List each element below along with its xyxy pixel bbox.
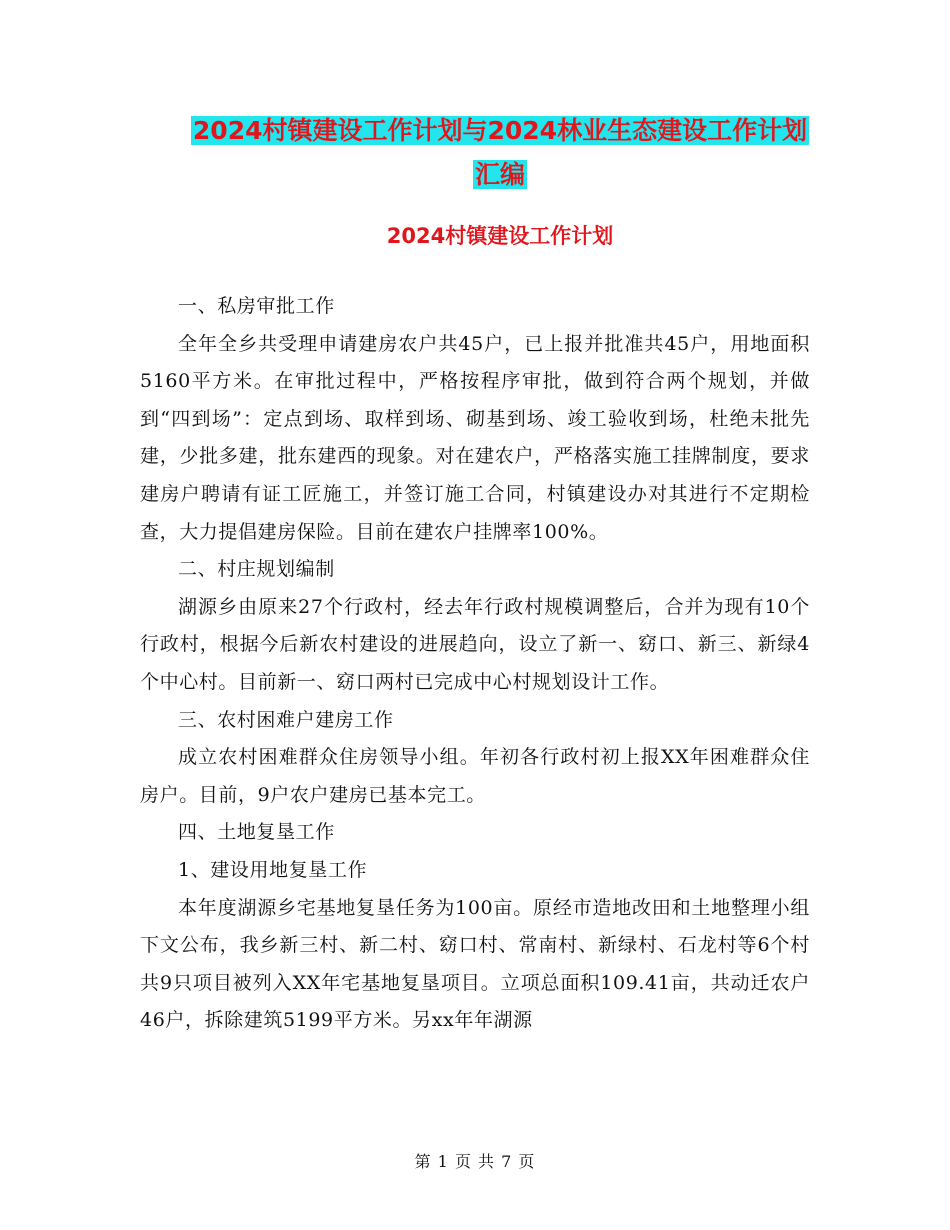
heading-village-planning: 二、村庄规划编制 — [178, 558, 335, 581]
heading-poor-households: 三、农村困难户建房工作 — [178, 708, 394, 731]
subheading-construction-land: 1、建设用地复垦工作 — [178, 858, 368, 881]
document-title-line-2 — [140, 154, 860, 196]
heading-land-reclamation: 四、土地复垦工作 — [178, 821, 335, 844]
heading-private-housing: 一、私房审批工作 — [178, 295, 335, 317]
paragraph-village-planning: 湖源乡由原来27个行政村，经去年行政村规模调整后，合并为现有10个行政村，根据今后新农村建设的进展趋向，设立了新一、窈口、新三、新绿4个中心村。目前新一、窈口两村已完成中心村规划设计工作。 — [140, 595, 810, 693]
body-text — [140, 288, 810, 1040]
paragraph-construction-land: 本年度湖源乡宅基地复垦任务为100亩。原经市造地改田和土地整理小组下文公布，我乡新三村、新二村、窈口村、常南村、新绿村、石龙村等6个村共9只项目被列入XX年宅基地复垦项目。立项总面积109.41亩，共动迁农户46户，拆除建筑5199平方米。另xx年年湖源 — [140, 896, 810, 1032]
paragraph-poor-households: 成立农村困难群众住房领导小组。年初各行政村初上报XX年困难群众住房户。目前，9户农户建房已基本完工。 — [140, 746, 810, 806]
document-title-line-1 — [140, 110, 860, 152]
paragraph-private-housing: 全年全乡共受理申请建房农户共45户，已上报并批准共45户，用地面积5160平方米。在审批过程中，严格按程序审批，做到符合两个规划，并做到“四到场”：定点到场、取样到场、砌基到场、竣工验收到场，杜绝未批先建，少批多建，批东建西的现象。对在建农户，严格落实施工挂牌制度，要求建房户聘请有证工匠施工，并签订施工合同，村镇建设办对其进行不定期检查，大力提倡建房保险。目前在建农户挂牌率100%。 — [140, 332, 810, 543]
title-highlight: 2024村镇建设工作计划与2024林业生态建设工作计划 — [192, 116, 808, 145]
title-highlight: 汇编 — [474, 160, 525, 189]
section-title: 2024村镇建设工作计划 — [386, 224, 614, 248]
page-number-footer: 第 1 页 共 7 页 — [414, 1152, 536, 1171]
